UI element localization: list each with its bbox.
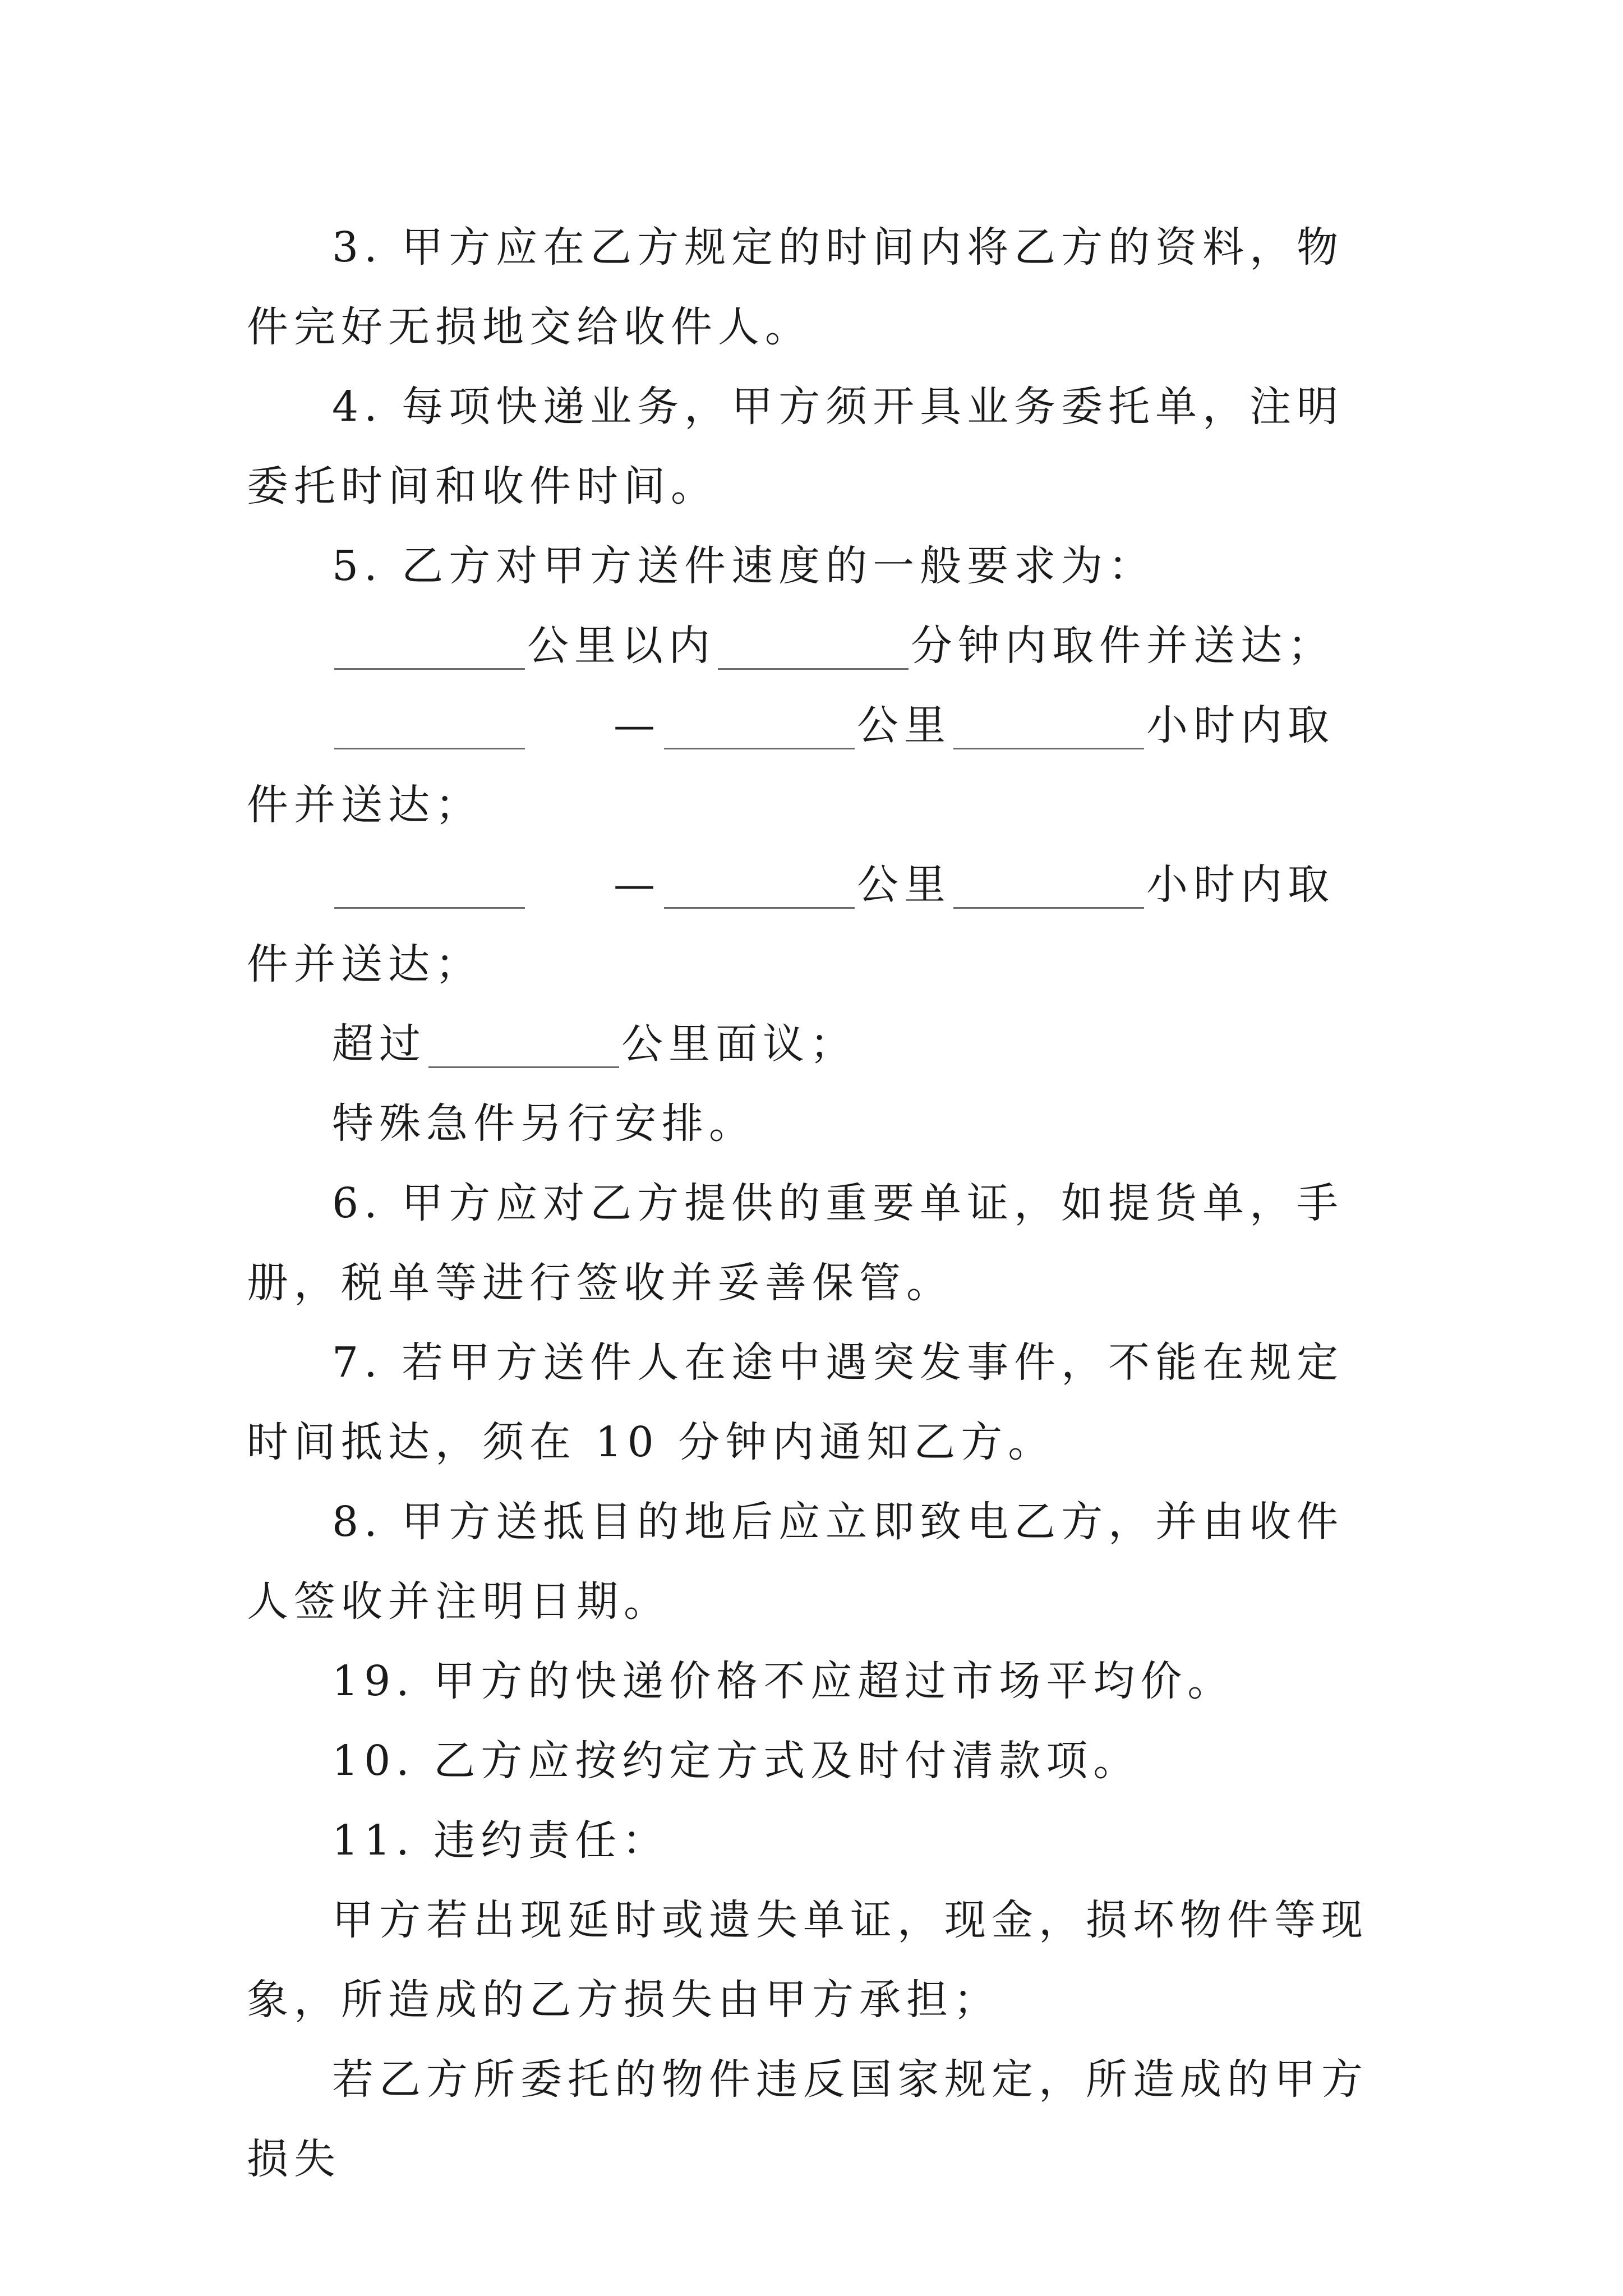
clause-3: 3. 甲方应在乙方规定的时间内将乙方的资料，物件完好无损地交给收件人。: [247, 223, 1344, 351]
speed-line-1-unit: 公里以内: [527, 622, 716, 670]
speed-line-2-unit: 公里: [857, 701, 951, 749]
clause-5: 5. 乙方对甲方送件速度的一般要求为：: [332, 542, 1156, 590]
blank-field[interactable]: [953, 857, 1144, 909]
speed-line-4: [247, 1004, 1380, 1084]
clause-10: 10. 乙方应按约定方式及时付清款项。: [332, 1737, 1141, 1785]
clause-11: 11. 违约责任：: [332, 1816, 670, 1865]
range-dash: —: [614, 701, 661, 749]
blank-field[interactable]: [334, 857, 525, 909]
blank-field[interactable]: [953, 697, 1144, 749]
blank-field[interactable]: [664, 697, 855, 749]
speed-line-3: [247, 845, 1380, 1004]
clause-8: 8. 甲方送抵目的地后应立即致电乙方，并由收件人签收并注明日期。: [247, 1498, 1344, 1626]
speed-line-4-prefix: 超过: [332, 1020, 426, 1068]
clause-7: 7. 若甲方送件人在途中遇突发事件，不能在规定时间抵达，须在 10 分钟内通知乙方。: [247, 1338, 1344, 1466]
blank-field[interactable]: [334, 697, 525, 749]
document-body: [247, 208, 1380, 2199]
clause-6: 6. 甲方应对乙方提供的重要单证，如提货单，手册，税单等进行签收并妥善保管。: [247, 1179, 1344, 1307]
clause-4: 4. 每项快递业务，甲方须开具业务委托单，注明委托时间和收件时间。: [247, 383, 1344, 510]
clause-11-party-b: 若乙方所委托的物件违反国家规定，所造成的甲方损失: [247, 2055, 1368, 2183]
blank-field[interactable]: [428, 1016, 619, 1068]
speed-line-1: [247, 606, 1380, 685]
speed-line-2: [247, 685, 1380, 845]
blank-field[interactable]: [718, 618, 909, 670]
blank-field[interactable]: [664, 857, 855, 909]
clause-11-party-a: 甲方若出现延时或遗失单证，现金，损坏物件等现象，所造成的乙方损失由甲方承担；: [247, 1896, 1368, 2024]
speed-line-3-unit: 公里: [857, 861, 951, 909]
clause-19: 19. 甲方的快递价格不应超过市场平均价。: [332, 1657, 1235, 1705]
blank-field[interactable]: [334, 618, 525, 670]
range-dash: —: [614, 861, 661, 909]
speed-line-2-text: 小时内取件并送达；: [247, 701, 1335, 829]
speed-line-1-text: 分钟内取件并送达；: [911, 622, 1335, 670]
speed-line-4-text: 公里面议；: [621, 1020, 857, 1068]
speed-line-5: 特殊急件另行安排。: [332, 1099, 756, 1148]
speed-line-3-text: 小时内取件并送达；: [247, 861, 1335, 988]
